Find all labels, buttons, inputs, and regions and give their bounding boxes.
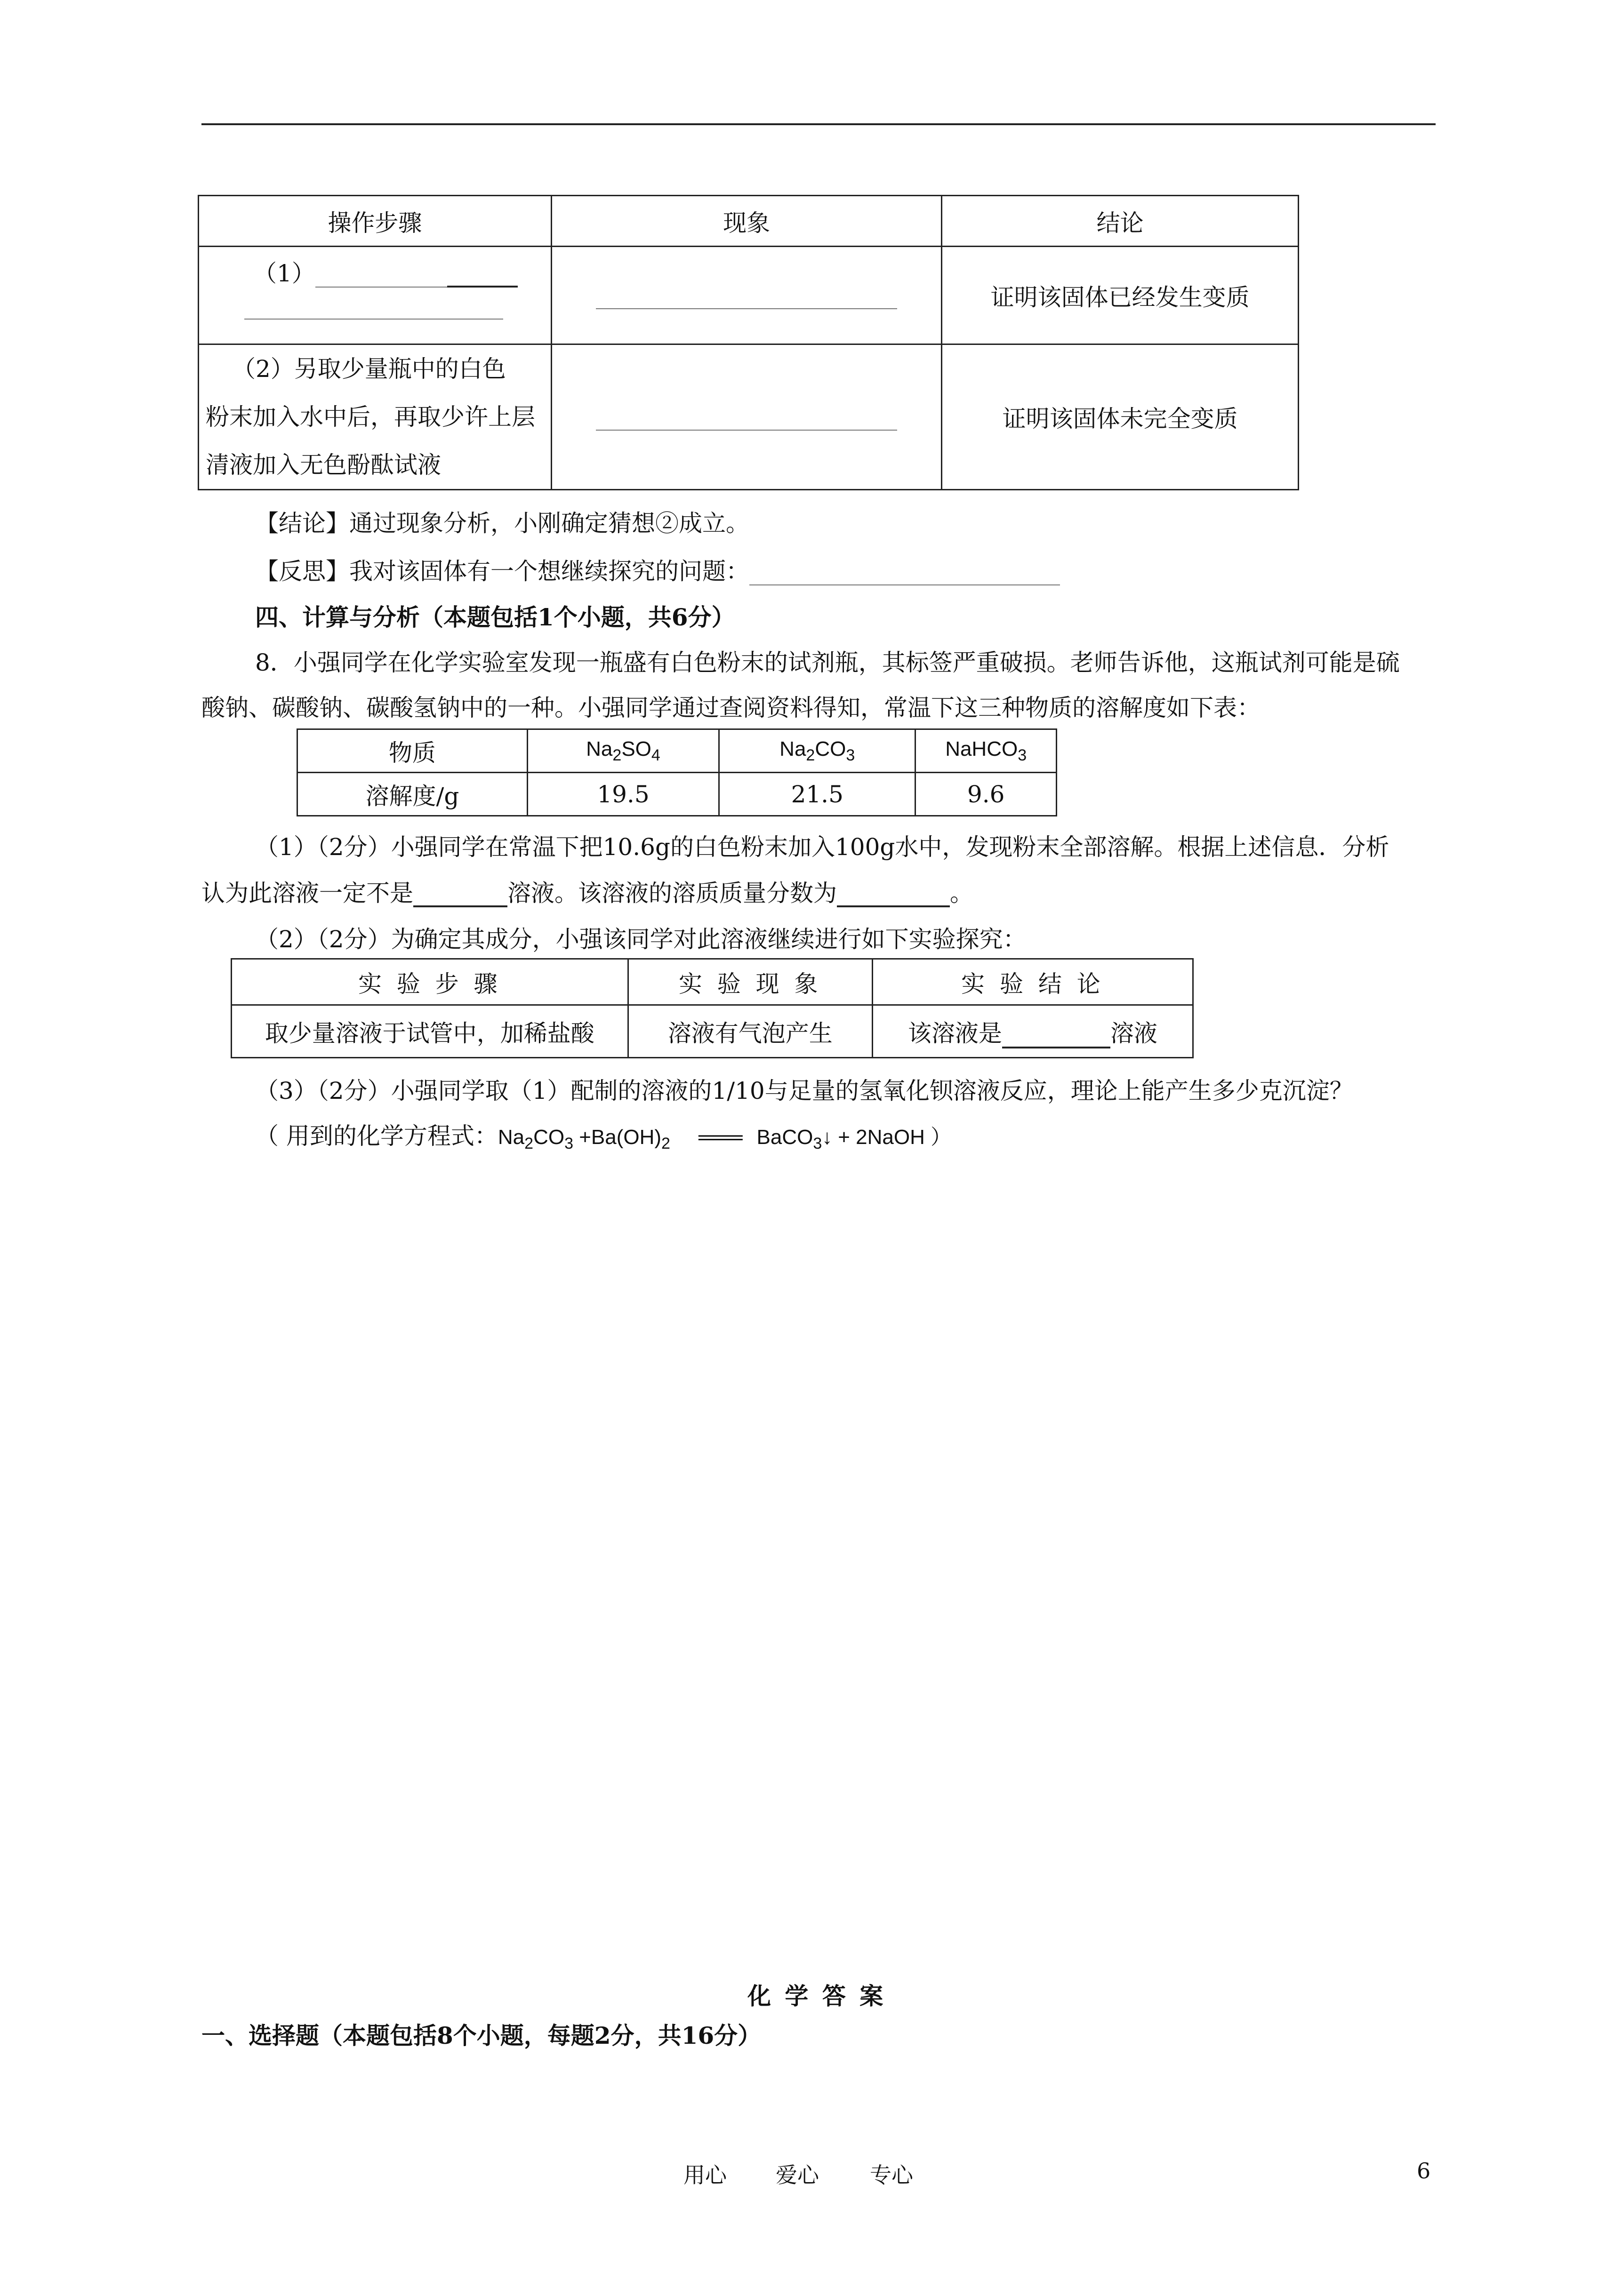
q8-3-line1: （3）（2分）小强同学取（1）配制的溶液的1/10与足量的氢氧化钡溶液反应，理论上能产生多少克沉淀？	[255, 1077, 1353, 1104]
investigation-table	[198, 195, 1299, 490]
f1-mid: SO	[621, 737, 651, 760]
solubility-na2so4: 19.5	[527, 773, 719, 816]
precipitate-arrow-icon: ↓	[822, 1126, 833, 1149]
eq-r1: Na	[498, 1126, 525, 1149]
q8-1-line2	[201, 879, 973, 907]
q8-line2: 酸钠、碳酸钠、碳酸氢钠中的一种。小强同学通过查阅资料得知，常温下这三种物质的溶解度如下表：	[201, 694, 1261, 721]
exp-phenomenon: 溶液有气泡产生	[628, 1005, 872, 1058]
row1-blank-a[interactable]	[315, 263, 447, 288]
footer-item-2: 爱心	[776, 2162, 819, 2188]
row1-step-label: （1）	[253, 260, 315, 287]
row1-blank-c[interactable]	[244, 295, 503, 320]
f2-sub1: 2	[806, 746, 815, 764]
eq-ba-sub: 2	[661, 1135, 670, 1152]
q8-1-text-b: 溶液。该溶液的溶质质量分数为	[507, 880, 837, 907]
exp-header-conclusion: 实 验 结 论	[872, 959, 1193, 1005]
row1-phenomenon-blank[interactable]	[596, 285, 897, 309]
f1-sub1: 2	[612, 746, 622, 764]
row2-step-line1: （2）另取少量瓶中的白色	[232, 355, 506, 383]
eq-equals: ═══	[698, 1126, 743, 1149]
exp-conclusion-blank[interactable]	[1002, 1023, 1110, 1048]
row2-step-line2: 粉末加入水中后，再取少许上层	[206, 403, 535, 431]
row1-step	[199, 247, 552, 344]
exp-conclusion-b: 溶液	[1110, 1019, 1157, 1047]
substance-row-label: 物质	[297, 729, 528, 773]
f3-base: NaHCO	[945, 737, 1018, 760]
footer-item-1: 用心	[683, 2162, 727, 2188]
eq-rest: + 2NaOH ）	[838, 1126, 952, 1149]
f2-mid: CO	[815, 737, 846, 760]
exp-header-phenomenon: 实 验 现 象	[628, 959, 872, 1005]
answer-title: 化 学 答 案	[747, 1982, 886, 2010]
header-phenomenon: 现象	[551, 196, 941, 247]
conclusion-tag: 【结论】	[255, 510, 349, 537]
q8-1-line1: （1）（2分）小强同学在常温下把10.6g的白色粉末加入100g水中，发现粉末全部溶解。根据上述信息．分析	[255, 833, 1389, 861]
solubility-table-inner	[297, 728, 1057, 816]
solubility-table-block	[297, 728, 1057, 817]
eq-r1-sub1: 2	[524, 1135, 534, 1152]
f2-sub2: 3	[846, 746, 855, 764]
formula-na2co3	[719, 729, 915, 773]
reflection-text: 我对该固体有一个想继续探究的问题：	[349, 558, 749, 585]
header-rule	[201, 123, 1436, 125]
eq-p1: BaCO	[756, 1126, 813, 1149]
f1-sub2: 4	[651, 746, 660, 764]
formula-na2so4	[527, 729, 719, 773]
footer-item-3: 专心	[870, 2162, 913, 2188]
row2-phenomenon	[551, 344, 941, 490]
conclusion-text: 通过现象分析，小刚确定猜想②成立。	[349, 510, 749, 537]
q8-1-text-a: 认为此溶液一定不是	[201, 880, 413, 907]
eq-prefix: （ 用到的化学方程式：	[255, 1122, 498, 1150]
q8-line1: 8．小强同学在化学实验室发现一瓶盛有白色粉末的试剂瓶，其标签严重破损。老师告诉他，这瓶试剂可能是硫	[255, 649, 1400, 676]
header-conclusion: 结论	[942, 196, 1299, 247]
solubility-row-label: 溶解度/g	[297, 773, 528, 816]
row2-phenomenon-blank[interactable]	[596, 406, 897, 431]
f2-base: Na	[779, 737, 806, 760]
row2-step-line3: 清液加入无色酚酞试液	[206, 451, 441, 479]
eq-p1-sub: 3	[813, 1135, 822, 1152]
header-steps: 操作步骤	[199, 196, 552, 247]
solubility-na2co3: 21.5	[719, 773, 915, 816]
section4-title: 四、计算与分析（本题包括1个小题，共6分）	[255, 603, 735, 631]
q8-1-blank-2[interactable]	[837, 882, 950, 907]
exp-step: 取少量溶液于试管中，加稀盐酸	[232, 1005, 628, 1058]
exp-conclusion-a: 该溶液是	[907, 1019, 1002, 1047]
answer-section1: 一、选择题（本题包括8个小题，每题2分，共16分）	[201, 2022, 762, 2049]
page-number: 6	[1417, 2158, 1431, 2184]
f1-base: Na	[586, 737, 613, 760]
eq-r1-sub2: 3	[564, 1135, 573, 1152]
reflection-tag: 【反思】	[255, 558, 349, 585]
eq-r1-mid: CO	[533, 1126, 565, 1149]
f3-sub1: 3	[1018, 746, 1027, 764]
exp-header-step: 实 验 步 骤	[232, 959, 628, 1005]
row2-step	[199, 344, 552, 490]
q8-2-text: （2）（2分）为确定其成分，小强该同学对此溶液继续进行如下实验探究：	[255, 926, 1027, 953]
q8-3-equation	[255, 1122, 951, 1158]
experiment-table	[231, 958, 1194, 1058]
exp-conclusion	[872, 1005, 1193, 1058]
q8-1-blank-1[interactable]	[413, 882, 507, 907]
eq-ba: +Ba(OH)	[573, 1126, 662, 1149]
row1-blank-b[interactable]	[447, 262, 518, 288]
conclusion-line	[255, 509, 749, 537]
row2-conclusion: 证明该固体未完全变质	[942, 344, 1299, 490]
reflection-blank[interactable]	[749, 561, 1060, 585]
reflection-line	[255, 557, 1060, 585]
row1-conclusion: 证明该固体已经发生变质	[942, 247, 1299, 344]
row1-phenomenon	[551, 247, 941, 344]
q8-1-text-c: 。	[950, 880, 973, 907]
formula-nahco3	[915, 729, 1057, 773]
solubility-nahco3: 9.6	[915, 773, 1057, 816]
